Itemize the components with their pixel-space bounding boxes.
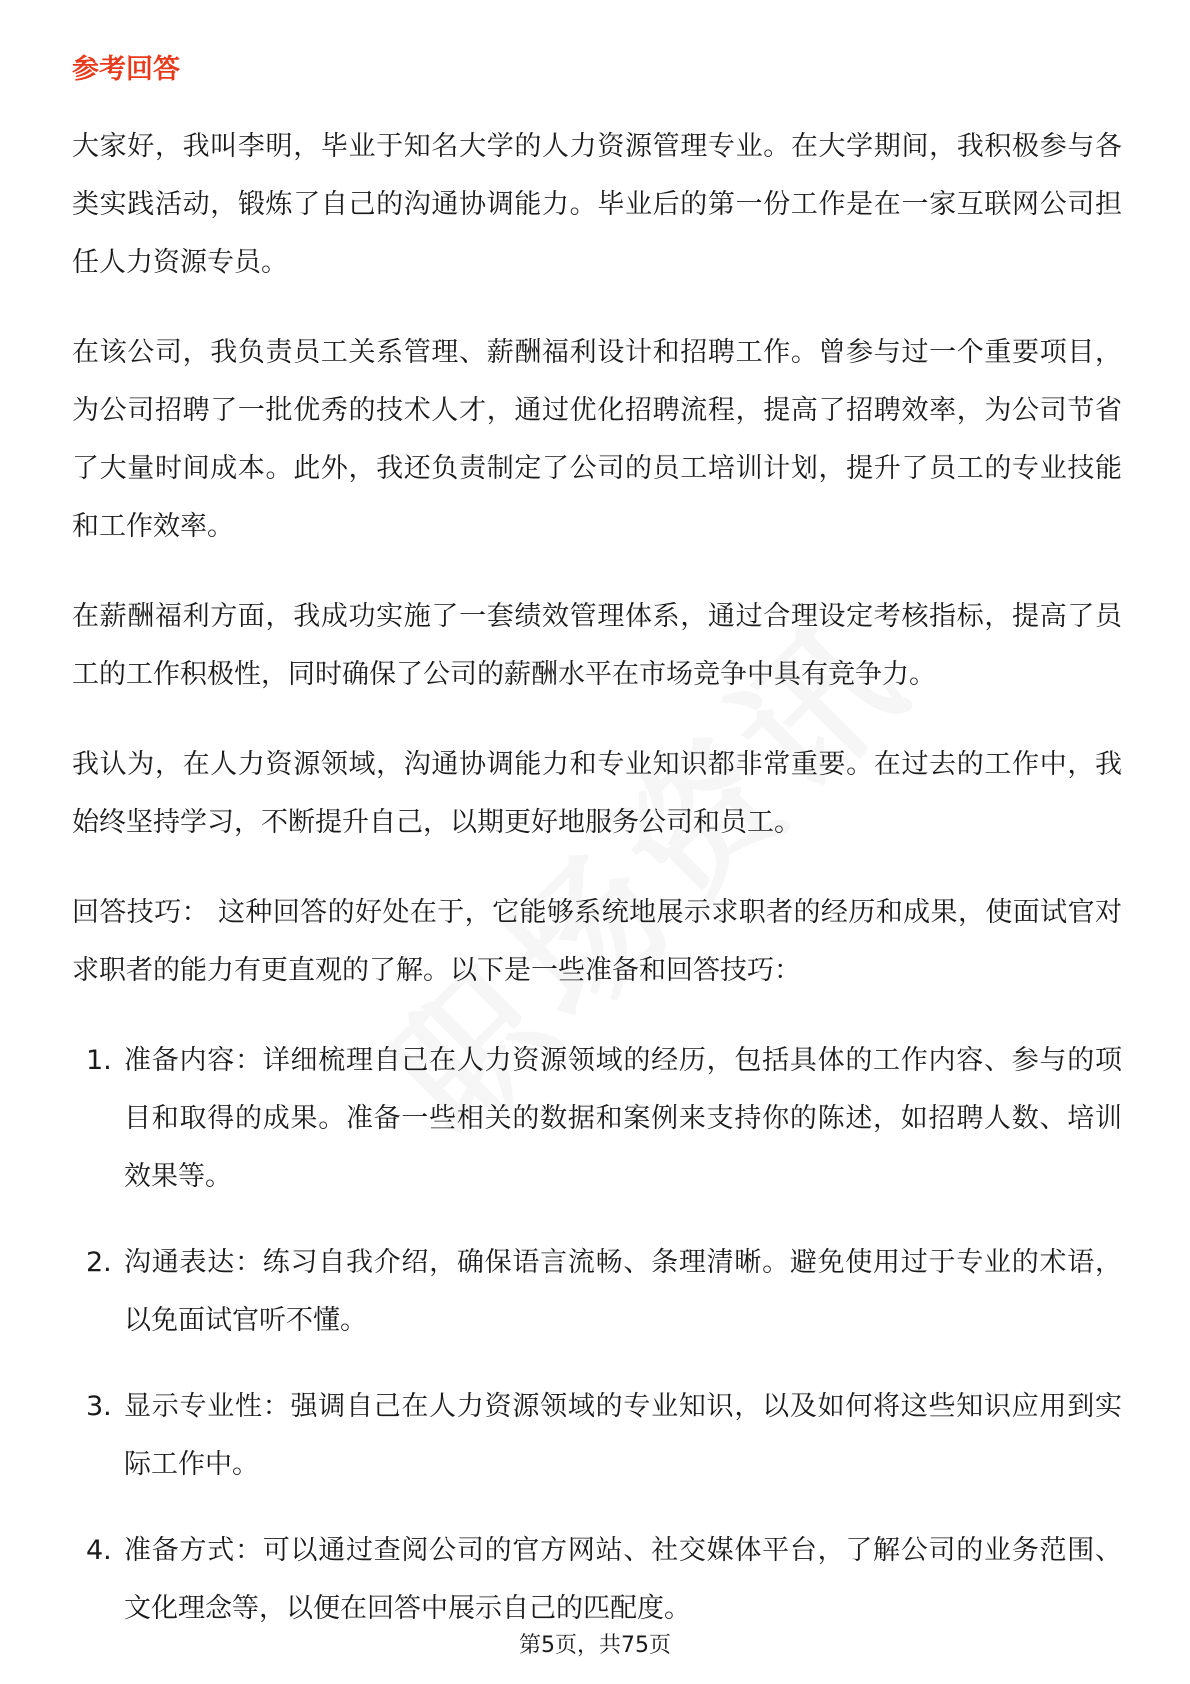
list-item-number: 1.	[86, 1045, 112, 1076]
paragraph-tips-intro: 回答技巧： 这种回答的好处在于，它能够系统地展示求职者的经历和成果，使面试官对求职者的能力有更直观的了解。以下是一些准备和回答技巧：	[72, 897, 1122, 986]
paragraph-opinion: 我认为，在人力资源领域，沟通协调能力和专业知识都非常重要。在过去的工作中，我始终坚持学习，不断提升自己，以期更好地服务公司和员工。	[72, 749, 1122, 838]
list-item	[72, 1378, 1122, 1494]
document-body	[72, 118, 1122, 1666]
list-item	[72, 1234, 1122, 1350]
list-item-number: 4.	[86, 1535, 112, 1566]
paragraph-experience: 在该公司，我负责员工关系管理、薪酬福利设计和招聘工作。曾参与过一个重要项目，为公司招聘了一批优秀的技术人才，通过优化招聘流程，提高了招聘效率，为公司节省了大量时间成本。此外，我还负责制定了公司的员工培训计划，提升了员工的专业技能和工作效率。	[72, 337, 1122, 542]
tips-list	[72, 1032, 1122, 1638]
list-item-number: 2.	[86, 1247, 112, 1278]
page-footer: 第5页，共75页	[519, 1633, 671, 1658]
list-item-text: 准备内容：详细梳理自己在人力资源领域的经历，包括具体的工作内容、参与的项目和取得的成果。准备一些相关的数据和案例来支持你的陈述，如招聘人数、培训效果等。	[124, 1045, 1122, 1192]
paragraph-intro: 大家好，我叫李明，毕业于知名大学的人力资源管理专业。在大学期间，我积极参与各类实践活动，锻炼了自己的沟通协调能力。毕业后的第一份工作是在一家互联网公司担任人力资源专员。	[72, 131, 1122, 278]
list-item-number: 3.	[86, 1391, 112, 1422]
list-item-text: 显示专业性：强调自己在人力资源领域的专业知识，以及如何将这些知识应用到实际工作中。	[124, 1391, 1122, 1480]
list-item-text: 沟通表达：练习自我介绍，确保语言流畅、条理清晰。避免使用过于专业的术语，以免面试官听不懂。	[124, 1247, 1122, 1336]
list-item-text: 准备方式：可以通过查阅公司的官方网站、社交媒体平台，了解公司的业务范围、文化理念等，以便在回答中展示自己的匹配度。	[124, 1535, 1122, 1624]
list-item	[72, 1522, 1122, 1638]
paragraph-compensation: 在薪酬福利方面，我成功实施了一套绩效管理体系，通过合理设定考核指标，提高了员工的工作积极性，同时确保了公司的薪酬水平在市场竞争中具有竞争力。	[72, 601, 1122, 690]
list-item	[72, 1032, 1122, 1206]
section-heading: 参考回答	[72, 54, 180, 85]
